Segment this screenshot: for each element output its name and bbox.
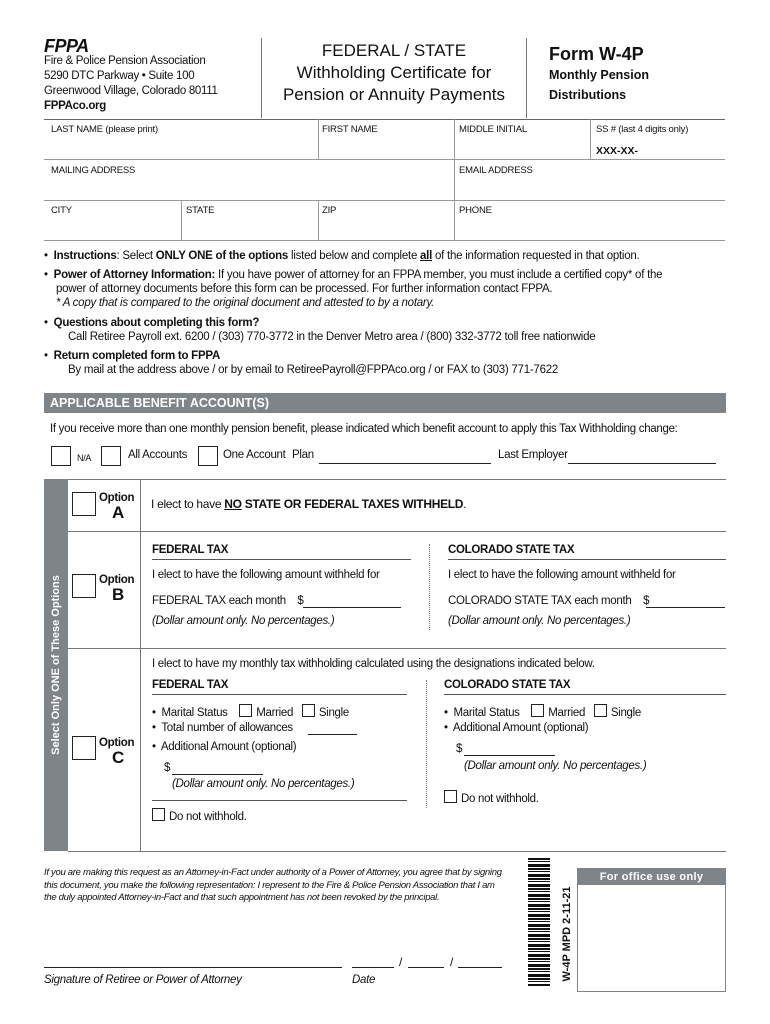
benefit-account-bar — [44, 393, 726, 413]
middle-initial-field[interactable] — [459, 124, 587, 158]
return-text: By mail at the address above / or by email to RetireePayroll@FPPAco.org / or FAX to (303) 771-7622 — [68, 364, 559, 376]
colorado-do-not-withhold-checkbox[interactable] — [444, 790, 457, 803]
option-b-colorado-rule — [448, 559, 726, 560]
option-c-colorado-donot: Do not withhold. — [444, 790, 539, 805]
option-b-federal-line: FEDERAL TAX each month $ — [152, 595, 304, 607]
city-label: CITY — [51, 205, 72, 216]
attorney-statement: If you are making this request as an Attorney-in-Fact under authority of a Power of Attorney, you agree that by signing this document, you make the following representation: I represent to the Fire & Police Pension Association that I am the duly appointed Attorney-in-Fact and that such appointment has not been revoked by the principal. — [44, 867, 502, 903]
options-line-top — [68, 479, 726, 480]
options-line-ab — [68, 531, 726, 532]
signature-line[interactable] — [44, 967, 342, 968]
phone-label: PHONE — [459, 205, 492, 216]
na-checkbox[interactable] — [51, 446, 71, 466]
option-b-federal-heading: FEDERAL TAX — [152, 544, 229, 556]
grid-line-3 — [44, 200, 725, 201]
option-c-colorado-note: (Dollar amount only. No percentages.) — [464, 760, 647, 772]
signature-label: Signature of Retiree or Power of Attorney — [44, 974, 242, 986]
option-b-federal-amount[interactable] — [303, 607, 401, 608]
option-a-word: Option — [99, 492, 135, 504]
option-b-colorado-note: (Dollar amount only. No percentages.) — [448, 615, 631, 627]
state-field[interactable] — [186, 205, 316, 239]
org-name: Fire & Police Pension Association — [44, 55, 206, 67]
ssn-prefix: XXX-XX- — [596, 145, 639, 157]
email-field[interactable] — [459, 165, 724, 199]
org-address-line1: 5290 DTC Parkway • Suite 100 — [44, 70, 195, 82]
questions-text: Call Retiree Payroll ext. 6200 / (303) 770-3772 in the Denver Metro area / (800) 332-3772 toll free nationwide — [68, 331, 596, 343]
org-short-name: FPPA — [44, 36, 89, 56]
plan-input-line[interactable] — [319, 462, 491, 464]
form-title-line2: Withholding Certificate for — [296, 63, 492, 82]
all-accounts-label: All Accounts — [128, 449, 188, 461]
option-b-colorado-heading: COLORADO STATE TAX — [448, 544, 575, 556]
option-c-federal-dollar: $ — [164, 762, 171, 774]
options-line-bc — [68, 648, 726, 649]
option-c-federal-heading: FEDERAL TAX — [152, 679, 229, 691]
grid-top-line — [44, 119, 725, 120]
last-name-field[interactable] — [51, 124, 316, 158]
poa-note: * A copy that is compared to the original document and attested to by a notary. — [56, 297, 435, 309]
ssn-label: SS # (last 4 digits only) — [596, 124, 689, 135]
option-c-letter: C — [112, 748, 125, 767]
form-title-line3: Pension or Annuity Payments — [282, 85, 506, 104]
barcode — [528, 858, 550, 986]
one-account-label: One Account — [223, 449, 286, 461]
option-c-federal-donot: Do not withhold. — [152, 808, 247, 823]
form-name: Form W-4P — [549, 44, 644, 64]
mailing-address-label: MAILING ADDRESS — [51, 165, 136, 176]
middle-initial-label: MIDDLE INITIAL — [459, 124, 527, 135]
email-label: EMAIL ADDRESS — [459, 165, 533, 176]
colorado-married-checkbox[interactable] — [531, 704, 544, 717]
federal-additional-amount-input[interactable] — [172, 774, 263, 775]
colorado-single-checkbox[interactable] — [594, 704, 607, 717]
colorado-additional-amount-input[interactable] — [464, 755, 555, 756]
option-a-checkbox[interactable] — [72, 492, 96, 516]
org-website: FPPAco.org — [44, 100, 106, 112]
option-b-colorado-elect: I elect to have the following amount withheld for — [448, 569, 676, 581]
option-b-letter: B — [112, 585, 125, 604]
option-a-text: I elect to have NO STATE OR FEDERAL TAXES WITHHELD. — [151, 497, 467, 511]
option-c-checkbox[interactable] — [72, 736, 96, 760]
option-c-federal-rule — [152, 694, 407, 695]
org-address-line2: Greenwood Village, Colorado 80111 — [44, 85, 218, 97]
option-c-intro: I elect to have my monthly tax withholding calculated using the designations indicated below. — [152, 658, 595, 670]
first-name-field[interactable] — [322, 124, 452, 158]
options-divider — [140, 479, 141, 851]
option-b-federal-elect: I elect to have the following amount withheld for — [152, 569, 380, 581]
state-label: STATE — [186, 205, 215, 216]
last-name-label: LAST NAME (please print) — [51, 124, 158, 135]
office-use-header: For office use only — [578, 869, 725, 885]
federal-do-not-withhold-checkbox[interactable] — [152, 808, 165, 821]
return-bullet: • Return completed form to FPPA — [44, 350, 220, 362]
form-subtitle-line1: Monthly Pension — [549, 68, 649, 82]
option-c-colorado-additional: • Additional Amount (optional) — [444, 722, 589, 734]
zip-field[interactable] — [322, 205, 452, 239]
option-b-column-divider — [429, 544, 430, 630]
one-account-checkbox[interactable] — [198, 446, 218, 466]
date-separator-1: / — [399, 955, 403, 969]
grid-vline-1 — [318, 119, 319, 159]
last-employer-input-line[interactable] — [568, 462, 716, 464]
grid-line-4 — [44, 240, 725, 241]
option-c-federal-additional: • Additional Amount (optional) — [152, 741, 297, 753]
option-b-federal-note: (Dollar amount only. No percentages.) — [152, 615, 335, 627]
option-b-checkbox[interactable] — [72, 574, 96, 598]
grid-vline-5 — [318, 200, 319, 240]
option-c-colorado-dollar: $ — [456, 743, 463, 755]
form-title — [262, 40, 526, 106]
benefit-account-options — [51, 446, 731, 470]
option-c-federal-bottom-rule — [152, 800, 407, 801]
form-title-line1: FEDERAL / STATE — [321, 41, 467, 60]
options-line-bottom — [68, 851, 726, 852]
mailing-address-field[interactable] — [51, 165, 451, 199]
city-field[interactable] — [51, 205, 179, 239]
office-use-box — [577, 868, 726, 992]
all-accounts-checkbox[interactable] — [101, 446, 121, 466]
header-divider-right — [526, 38, 527, 118]
benefit-account-title: APPLICABLE BENEFIT ACCOUNT(S) — [50, 396, 269, 410]
option-b-colorado-line: COLORADO STATE TAX each month $ — [448, 595, 650, 607]
federal-allowances-input[interactable] — [308, 734, 357, 735]
option-c-column-divider — [426, 680, 427, 808]
option-c-colorado-rule — [444, 694, 726, 695]
zip-label: ZIP — [322, 205, 337, 216]
federal-married-checkbox[interactable] — [239, 704, 252, 717]
option-c-word: Option — [99, 737, 135, 749]
date-year-line[interactable] — [458, 967, 502, 968]
option-b-colorado-amount[interactable] — [646, 607, 725, 608]
options-side-label: Select Only ONE of These Options — [50, 575, 62, 755]
form-code: W-4P MPD 2-11-21 — [561, 886, 573, 982]
date-day-line[interactable] — [408, 967, 444, 968]
phone-field[interactable] — [459, 205, 724, 239]
date-input[interactable] — [352, 955, 502, 969]
option-c-federal-marital: • Marital Status Married Single — [152, 704, 349, 719]
questions-bullet: • Questions about completing this form? — [44, 317, 260, 329]
instructions-bullet: • Instructions: Select ONLY ONE of the options listed below and complete all of the information requested in that option. — [44, 250, 640, 262]
date-month-line[interactable] — [352, 967, 394, 968]
option-c-colorado-heading: COLORADO STATE TAX — [444, 679, 571, 691]
option-c-colorado-marital: • Marital Status Married Single — [444, 704, 641, 719]
grid-vline-3 — [590, 119, 591, 159]
plan-label: Plan — [292, 449, 314, 461]
grid-line-2 — [44, 159, 725, 160]
option-b-federal-rule — [152, 559, 411, 560]
poa-text-line2: power of attorney documents before this form can be processed. For further information contact FPPA. — [56, 283, 553, 295]
option-c-federal-note: (Dollar amount only. No percentages.) — [172, 778, 355, 790]
first-name-label: FIRST NAME — [322, 124, 378, 135]
benefit-intro: If you receive more than one monthly pension benefit, please indicated which benefit account to apply this Tax Withholding change: — [50, 423, 678, 435]
grid-vline-2 — [454, 119, 455, 240]
option-b-word: Option — [99, 574, 135, 586]
date-separator-2: / — [450, 955, 454, 969]
na-label: N/A — [77, 453, 92, 463]
date-label: Date — [352, 974, 376, 986]
grid-vline-4 — [181, 200, 182, 240]
poa-bullet: • Power of Attorney Information: If you have power of attorney for an FPPA member, you must include a certified copy* of the — [44, 269, 663, 281]
option-a-letter: A — [112, 503, 125, 522]
option-c-federal-allowances: • Total number of allowances — [152, 722, 293, 734]
last-employer-label: Last Employer — [498, 449, 568, 461]
federal-single-checkbox[interactable] — [302, 704, 315, 717]
form-subtitle-line2: Distributions — [549, 88, 627, 102]
